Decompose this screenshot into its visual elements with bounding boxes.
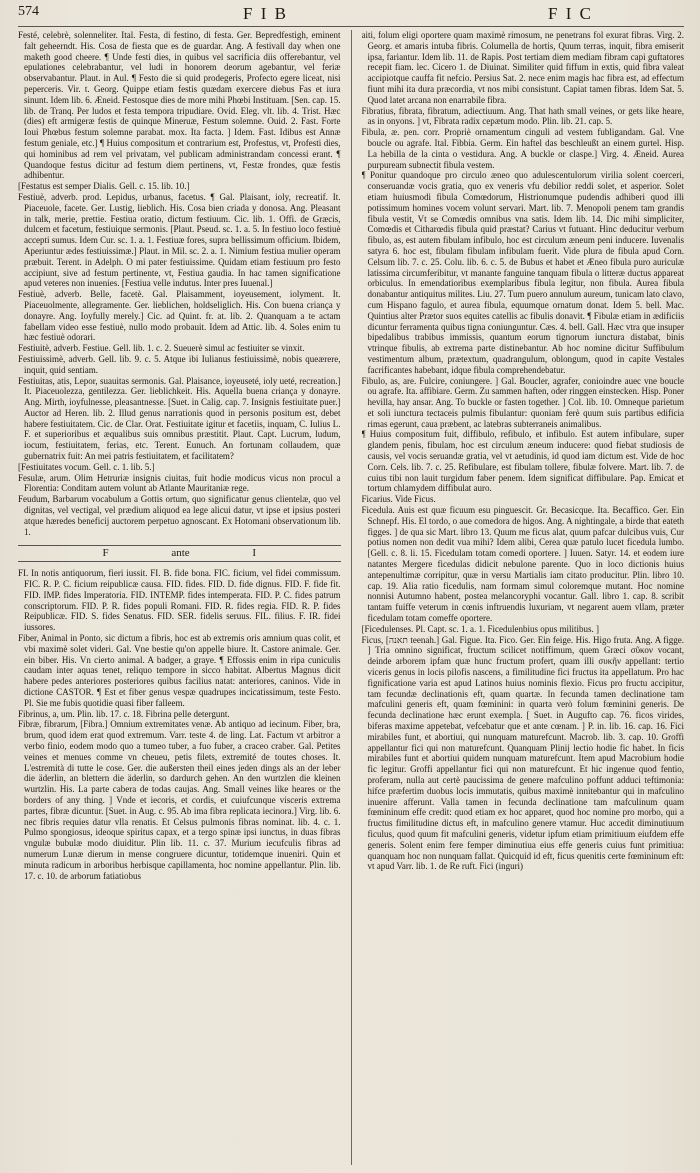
entry-ficarius: Ficarius. Vide Ficus. <box>361 494 436 505</box>
entry-festiuissime: Festiuissimè, adverb. Gell. lib. 9. c. 5. Atque ibi Iulianus festiuissimè, nobis queærere, inquit, quid sentiam. <box>18 353 341 375</box>
entry-festatus: [Festatus est semper Dialis. Gell. c. 15. lib. 10.] <box>18 181 190 192</box>
left-column <box>18 30 341 1165</box>
entry-fi-notae: FI. In notis antiquorum, fieri iussit. FI. B. fide bona. FIC. ficium, vel fidei commissum. FIC. R. P. C. ficium reipublicæ causa. FID. fides. FID. D. fide dignus. FID. F. fide fit. FID. IMP. fides Imperatoria. FID. INTEMP. fides intemperata. FID. P. C. fides patrum conscriptorum. FID. P. R. fides populi Romani. FID. R. fides regia. FID. R. P. fides Reipublicæ. FID. S. fides Senatus. FID. SER. fidelis seruus. FIL. filius. F. IR. fidei iussores. <box>18 568 341 633</box>
entry-fibrae: Fibræ, fibrarum, [Fibra.] Omnium extremitates venæ. Ab antiquo ad iecinum. Fiber, bra, brum, quod idem erat quod extremum. Varr. teste 4. de ling. Lat. Factum vt arbitror a verbo finio, eodem modo quo a tumeo tuber, a fuo fuber, a craceo craber. Gal. Petites veines et menues comme vn cheueu, petis filets, extremité de toutes choses. It. L'estremità di tutte le cose. Ger. die außersten theil eines jeden dings als an der leber die äderlin, an blettern die äderlin, so dardurch gehen. An den wurtzlen die kleinen wurtzlin. His. La parte cabera de todas caujas. Ang. Small veines like heares or the borders of any thing. ] Vnde et iecoris, et cordis, et cuiufcunque visceris extrema partes, fibræ dicuntur. [Suet. in Aug. c. 95. Ab ima fibra replicata iecinora.] Virg. lib. 6. nec fibris requies datur vlla renatis. Et Celsus pulmonis fibras nominat. lib. 4. c. 1. Pulmo spongiosus, ideoque spiritus capax, et a tergo spinæ ipsi iunctus, in duas fibras vngulæ bubulæ modo diuiditur. Plin lib. 11. c. 37. Murium iecufculis fibras ad numerum Lunæ dierum in mense congruere dicuntur, totidemque inueniri. Quin et minuta radicum in arboribus herbisque capillamenta, hoc nomine appellantur. Plin. lib. 17. c. 10. de arborum fatiatiobus <box>18 719 341 881</box>
column-divider <box>351 30 352 1165</box>
entry-festiue: Festiuè, adverb. Belle, facetè. Gal. Plaisamment, ioyeusement, iolyment. It. Piaceuolmente, allegramente. Ger. lieblichen, holdseliglich. His. Con buena criança y donayre. Ang. Ioyfully merely.] Cic. ad Quint. fr. at. lib. 2. Quanquam a te actam fabellam video esse festiuè, nullo modo probauit. Idem ad Attic. lib. 4. Soles enim tu hæc festiuè odorari. <box>18 289 341 343</box>
entry-ficus: Ficus, [תאנה teenah.] Gal. Figue. Ita. Fico. Ger. Ein feige. His. Higo fruta. Ang. A figge. ] Tria omnino significat, fructum scilicet notiffimum, quem Græci σῦκον vocant, deinde arborem ipfam quæ hunc fructum profert, quam illi συκῆν appellant: tertio viceris genus in locis pilofis nascens, a fimilitudine fici fructus ita appellatum. Pro hac fignificatione varia est apud Latinos huius nominis flexio. Ficus pro fructu accipitur, tam fecundæ declinationis eft, quam quartæ. In fecunda tamen declinatione tam mafculini generis eft, quam fœminini: in quarta verò folum fœminini generis. De fecunda declinatione hæc erunt exempla. [ Suet. in Augufto cap. 76. ficos virides, biferas maxime appetebat, vefcebatur que et ante cœnam. ] P. in. lib. 16. cap. 16. Fici mirabiles funt, et abortiui, qui nunquam maturefcunt. Macrob. lib. 3. cap. 10. Groffi appellantur fici qui non maturefcunt. Quanquam Plinij lectio hodie fic habet. In ficis mirabiles funt et abortiui quidem nunquam maturefcunt. Item apud Macrobium hodie fic legitur. Groffi appellantur fici qui non maturefcunt. Et hic ingenue quod fentio, proferam, nulla aut certè paucissima de genere mafculino poffunt adduci teftimonia: hifce præfertim duobus locis immutatis, quibus maximè innitebantur qui in mafculino inuenire afferunt. Valla tamen in fecunda declinatione tam mafculinum quam fœmininum effe credit: quod etiam ex hoc apparet, quod hoc nomine pro morbo, qui a fructus fimilitudine dictus eft, in mafculino genere vtamur. Huc accedit diminutiuum ficulus, quod quum fit mafculini generis, videtur ipfum etiam primitiuum eiufdem effe generis. Solent enim fere femper diminutiua eius effe generis cuius funt primitiua: quanquam hoc non nunquam fallat. Quicquid id eft, ficus quenitis certe fœmininum eft: vt apud Varr. lib. 1. de Re ruft. Fici (inguri) <box>361 634 685 872</box>
entry-festiuitas: Festiuitas, atis, Lepor, suauitas sermonis. Gal. Plaisance, ioyeuseté, ioly ueté, recreation.] It. Piaceuolezza, gentilezza. Ger. lieblichkeit. His. Aquella buena criança y donayre. Ang. Mirth, ioyfulnesse, pleasantnesse. [Suet. in Calig. cap. 7. Insignis festiuitate puer.] Auctor ad Heren. lib. 2. Illud genus narrationis quod in personis positum est, debet habere festiuitatem. Cic. de Clar. Orat. Festiuitate igitur et facetiis, inquam, C. Iulius L. F. et superioribus et æqualibus suis omnibus præstitit. Plaut. Capt. Lucrum, ludum, iocum, festiuitatem, ferias, etc. Terent. Eunuch. An fortunam collaudem, quæ gubernatrix fuit: An mei patris festiuitatem, et facilitatem? <box>18 375 341 462</box>
entry-ficedulenses: [Ficedulenses. Pl. Capt. sc. 1. a. 1. Ficedulenbius opus militibus. ] <box>361 623 599 634</box>
right-running-heading: F I C <box>548 4 593 23</box>
entry-fiber: Fiber, Animal in Ponto, sic dictum a fibris, hoc est ab extremis oris amnium quas colit, et vbi maximè solet videri. Gal. Vne bestie qu'on appelle biure. It. Castore animale. Ger. ein biber. His. Vn cierto animal. A badger, a graye. ¶ Effossis enim in ripa cuniculis caudam inter aquas tenet, reliquo tempore in sicco habitat. Albertus Magnus dicit habere pedes anteriores posteriores quibus facilius natat: anteriores, caninos. Vide in dictione CASTOR. ¶ Est et fiber genus vespæ quadrupes incicatissimum, teste Festo. Pl. Sie me fubis quotidie quasi fiber falleem. <box>18 633 341 708</box>
section-heading-f-ante-i <box>18 545 341 562</box>
section-heading-letter-f: F <box>102 547 109 560</box>
page-number: 574 <box>18 4 39 19</box>
section-heading-ante: ante <box>171 547 190 560</box>
entry-infibulo: ¶ Huius compositum fuit, diffibulo, refibulo, et infibulo. Est autem infibulare, super glandem penis, fibulam, hoc est circulum æneum inducere: quod fiebat studiosis de causis, vel vocis seruandæ gratia, vel vt aetudinis, id quod iam dictum est. Vide de hoc Corn. Cels. lib. 7. c. 25. Refibulare, est fibulam tollere, fibulæ folvere. Mart. lib. 7. de cuius tibi non lauit turgidum faber penem. Idem significat diffibulare. Pap. Emicat et tortum chlamydem diffibulat auro. <box>361 429 685 494</box>
entry-festiuiter: Festiuitè, adverb. Festiue. Gell. lib. 1. c. 2. Sueuerè simul ac festiuiter se vinxit. <box>18 343 305 354</box>
entry-festus: Festé, celebrè, solenneliter. Ital. Festa, di festino, di festa. Ger. Bepredfestigh, eminent falt geheerndt. His. Cosa de fiesta que es de guardar. Ang. A festivall day when one maketh good cheere. ¶ Unde festi dies, in quibus vel sacrificia diis offerebantur, vel epulationes celebrabantur, vel ludi in honorem deorum agebantur, vel feriæ observabantur. Plaut. in Aul. ¶ Festo die si quid prodegeris, Profecto egere liceat, nisi peperceris. Vir. t. Georg. Quippe etiam festis quædam exercere diebus Fas et iura sinunt. Idem lib. 6. Æneid. Festosque dies de more mihi Phœbi Instituam. [Sen. cap. 15. lib. de Tranq. Per ludos et festa tempora tripudiare. Ovid. Eleg. vlt. lib. 4. Trist. Hæc (dies) eft armigeræ festis de quinque Mineruæ, Festum solemne. Ouid. 2. Fast. Forte Ioui Phœbus festum solemne parabat. mox. Ita facta. ] Idem. Fast. Idibus est Annæ festum geniale, etc.] ¶ Huius compositum et contrarium est, Profestus, vt, Profesti dies, qui hominibus ad rem vel privatam, vel publicam administrandam concessi erant. ¶ Quandoque festus dicitur ad festum diem pertinens, vt, Festæ frondes, quæ festis adhibentur. <box>18 30 341 181</box>
entry-fibulo: Fibulo, as, are. Fulcire, coniungere. ] Gal. Boucler, agrafer, conioindre auec vne boucle ou agrafe. Ita. affibiare. Germ. Zu sammen haften, oder ringgen einstecken. Hisp. Poner hevilla, hay ansar. Ang. To buckle or fasten together. ] Col. lib. 10. Omneque parietum et soli iunctura tectaceis pulmis fibulantur: quoniam ferè quum suis partibus edificia rimas egerunt, caua præbent, ac latebras subterraneis animalibus. <box>361 375 685 429</box>
right-column <box>362 30 685 1165</box>
entry-fibula-circulus: ¶ Ponitur quandoque pro circulo æneo quo adulescentulorum virilia solent coerceri, conseruandæ vocis gratia, quo ex veneris vfu debilior reddi solet, et asperior. Solet etiam huiusmodi fibula Comœdorum, Histrionumque pudendis adhiberi quod illi potissimum homines vocem volunt servari. Mart. lib. 7. Menopoli penem tam grandis fibula vestit, Vt se Comœdis omnibus vna satis. Idem lib. 14. Dic mihi simpliciter, Comœdis et Citharœdis fibula quid præstat? Carius vt futuant. Hinc deducitur verbum fibulo, as, est autem fibulam infibulo, hoc est circulum æneum peni inducere. Iuvenalis satyra 6. hoc est, fibulam fibulam infibulam fuerit. Vide plura de fibula apud Corn. Celsum lib. 7. c. 25. Colu. lib. 6. c. 5. de Bubus et habet et Æneo fibula puro auriculæ latissima circumferibitur, vt manante fanguine tanquam fibula o litteræ ductus appareat orbiculus. In emendatioribus exemplaribus fibula legitur, non fibula. Aurea fibula donabantur antiquitus milites. Liu. 27. Tum puero annulum aureum, tunicam lato clavo, cum Hispano fagulo, et aurea fibula, equumque ornatum donat. Idem 5. bell. Mac. Quintius alter Prætor suos equites catellis ac fibulis donavit. ¶ Fibulæ etiam in ædificiis dicuntur ferramenta quibus tigna coniunguntur. Cæs. 4. bell. Gall. Hæc vtra que insuper bipedalibus trabibus immissis, quantum eorum tignorum iunctura distabat, binis vtrinque fibulis, ab extrema parte distinebantur. Ab hoc nomine dicitur Suffibulum vestimentum album, prætextum, quadrangulum, oblongum, quod in capite Vestales facrificantes habebant, idque fibula comprehendebatur. <box>361 170 685 375</box>
entry-fibra-continued: aiti, folum eligi oportere quam maximè rimosum, ne penetrans fol exurat fibras. Virg. 2. Georg. et amaris intuba fibris. Columella de hortis, Quum terras, inquit, fibra emiserit ipsa, fariantur. Idem lib. 11. de Rapis. Post tertiam diem mediam fibram capi guftatores recepit fiam. lec. Cicero 1. de Diuinat. Similiter quid fiffum in extis, quid fibra valeat accipiotque cauffa fit nefcio. Persius Sat. 2. nece enim magis hac fibra est, ad effectum fiunt mihi ita dura præcordia, vt nos mibi consistunt. Capiat tamen fibras. Idem Sat. 5. Quod latet arcana non enarrabile fibra. <box>361 30 685 105</box>
entry-fibratus: Fibratius, fibrata, fibratum, adiectiuum. Ang. That hath small veines, or gets like heare, as in onyons. ] vt, Fibrata radix cepætum modo. Plin. lib. 21. cap. 5. <box>361 105 685 127</box>
entry-feudum: Feudum, Barbarum vocabulum a Gottis ortum, quo significatur genus clientelæ, quo vel dignitas, vel vectigal, vel prædium aliquod ea lege alicui datur, vt ipse et ipsius posteri atque hæredes beneficij auctorem perpetuo agnoscant. Ex Hotomani observationum lib. 1. <box>18 494 341 537</box>
entry-fesulae: Fesulæ, arum. Olim Hetruriæ insignis ciuitas, fuit hodie modicus vicus non procul a Florentia: Conditam autem volunt ab Atlante Mauritaniæ rege. <box>18 472 341 494</box>
entry-fibrinus: Fibrinus, a, um. Plin. lib. 17. c. 18. Fibrina pelle detergunt. <box>18 708 230 719</box>
running-head <box>18 4 684 27</box>
left-running-heading: F I B <box>243 4 288 23</box>
entry-festiuitates-vocum: [Festiuitates vocum. Gell. c. 1. lib. 5.] <box>18 461 155 472</box>
entry-ficedula: Ficedula. Auis est quæ ficuum esu pinguescit. Gr. Becasicque. Ita. Becaffico. Ger. Ein Schnepf. His. El tordo, o aue comedora de higos. Ang. A nightingale, a birde that eateth figges. ] de qua sic Mart. libro 13. Quum me ficus alat, quum pafcar dulcibus vuis, Cur potius nomen non dedit vua mihi? Idem alibi, Cerea quæ patulo lucet ficedula lumbo. [Gell. c. 8. li. 15. Ficedulam totam comedi oportere. ] Iuuen. Satyr. 14. et eodem iure natantes Mergere ficedulas didicit nebulone parente. Quo in loco dictionis huius antepenultimæ corripitur, quæ in versu Martialis iam citato producitur. Plin. libro 10. cap. 19. Alia ratio ficedulis, nam formam simul coloremque mutant. Hoc nomine nonnisi Autumno habent, postea melancoryphi vocantur. Gall. libro 1. cap. 8. scribit tantam fuiffe veterum in cœnis inftruendis luxuriam, vt negarent auem vllam, præter ficedulam totam comeffe oportere. <box>361 505 685 624</box>
entry-fibula: Fibula, æ. pen. corr. Propriè ornamentum cinguli ad vestem fubligandam. Gal. Vne boucle ou agrafe. Ital. Fibbia. Germ. Ein haftel das beschleußt an einem gurtel. Hisp. La hebilla de la cinta o vestidura. Ang. A buckle or claspe.] Virg. 4. Æneid. Aurea purpuream subnectit fibula vestem. <box>361 127 685 170</box>
two-column-body <box>18 30 684 1165</box>
entry-festiuus: Festiuè, adverb. prod. Lepidus, urbanus, facetus. ¶ Gal. Plaisant, ioly, recreatif. It. Piaceuole, facete. Ger. Lustig, lieblich. His. Cosa bien criada y donosa. Ang. Pleasant in talk, merie, prettie. Festiua oratio, dictum festiuum. Cic. lib. 1. Offi. de Græcis, dulcem et facetum, festiuique sermonis. [Plaut. Pseud. sc. 1. a. 5. In festiuo loco festiuè accepti sumus. Idem Cur. sc. 1. a. 1. Festiuæ fores, supra bellissimum officium. Ibidem, Aperiuntur ædes festiuissimæ.] Plaut. in Mil. sc. 2. a. 1. Nimium festiua mulier operam præbuit. Terent. in Adelph. O mi pater festiuissime. Quidam etiam festiuum pro festo accipiunt, sive ad festum pertinente, vt, Festiua gaudia. In hac tamen significatione apud veteres non inuenies. [Festiua velle indutus. Inter pres Iuuenal.] <box>18 191 341 289</box>
section-heading-letter-i: I <box>252 547 257 560</box>
